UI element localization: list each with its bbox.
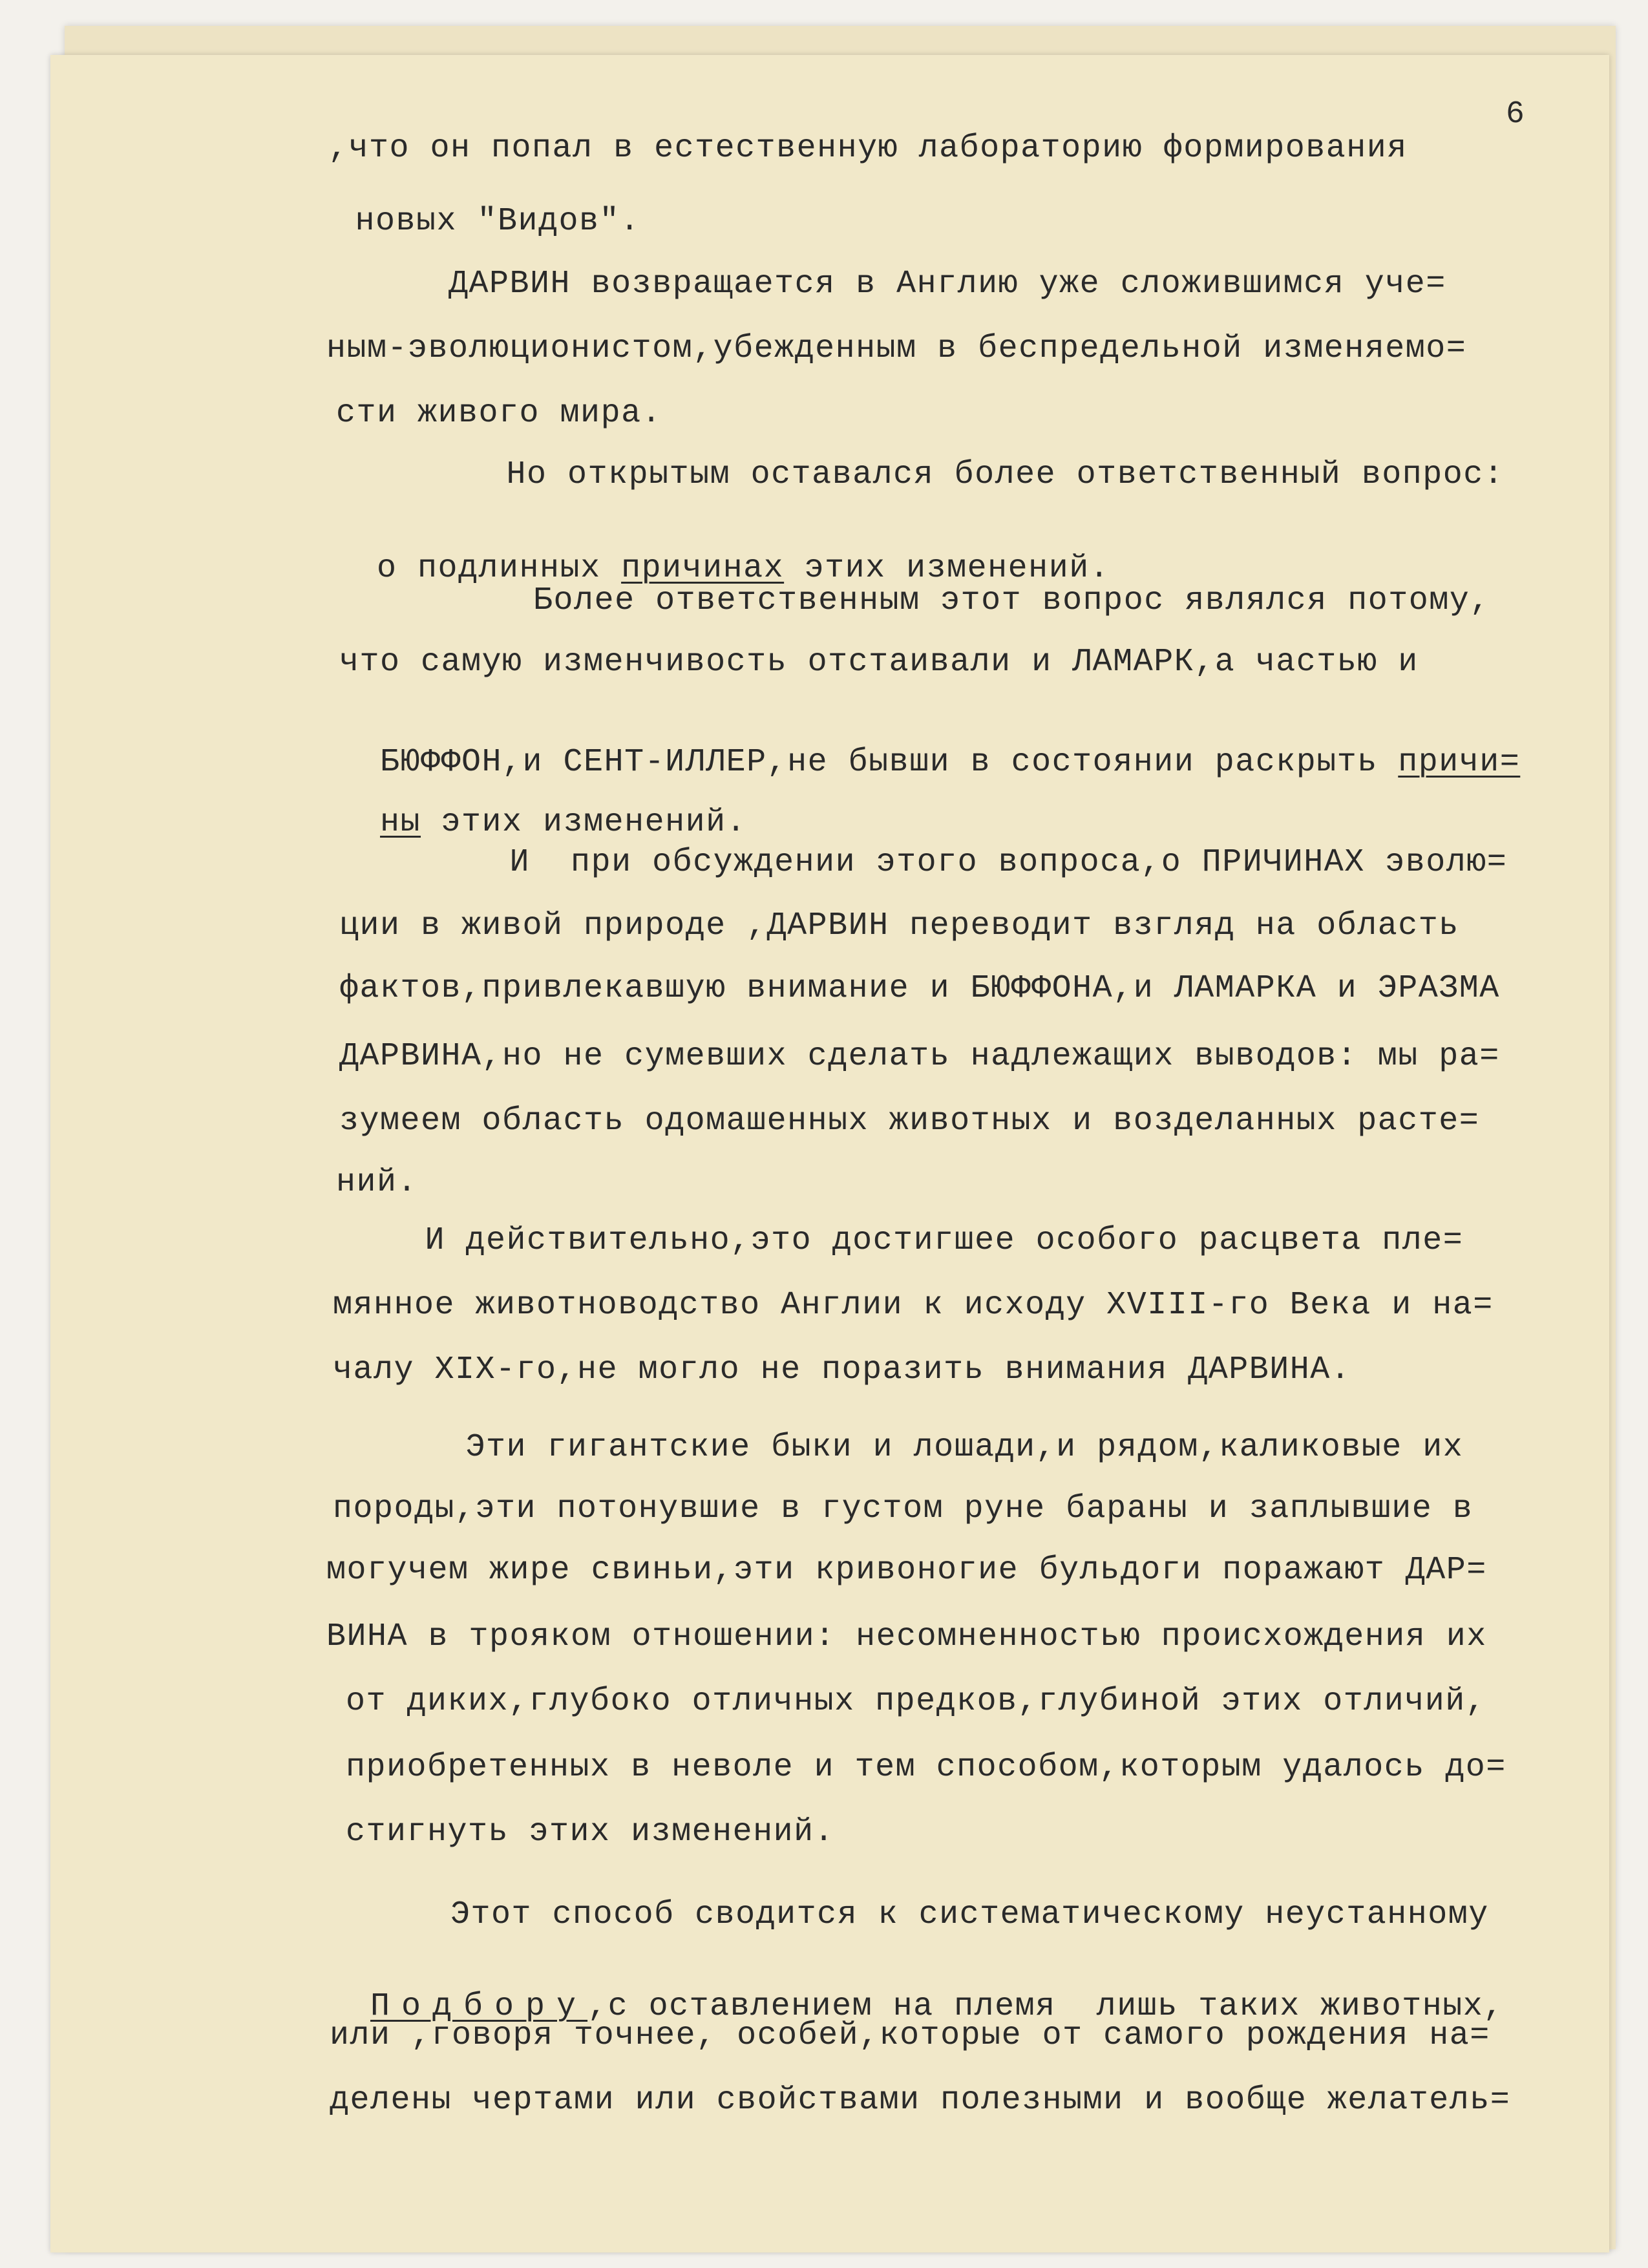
text-line: стигнуть этих изменений.: [346, 1814, 835, 1850]
text-line: ным-эволюционистом,убежденным в беспредельной изменяемо=: [326, 330, 1467, 367]
text-line: могучем жире свиньи,эти кривоногие бульдоги поражают ДАР=: [326, 1552, 1487, 1589]
text-line: от диких,глубоко отличных предков,глубиной этих отличий,: [346, 1683, 1486, 1720]
text-line: [336, 520, 1110, 585]
text-line: ,что он попал в естественную лабораторию формирования: [328, 130, 1408, 167]
text-line: [339, 714, 1520, 779]
underlined-word-prichinah: причинах: [621, 550, 785, 587]
text-line: И при обсуждении этого вопроса,о ПРИЧИНАХ эволю=: [326, 844, 1508, 881]
text-line: приобретенных в неволе и тем способом,которым удалось до=: [346, 1749, 1506, 1786]
text-line: ДАРВИН возвращается в Англию уже сложившимся уче=: [326, 266, 1446, 302]
text-line: делены чертами или свойствами полезными и вообще желатель=: [330, 2082, 1511, 2119]
text-line: что самую изменчивость отстаивали и ЛАМАРК,а частью и: [339, 644, 1419, 681]
text-line: фактов,привлекавшую внимание и БЮФФОНА,и ЛАМАРКА и ЭРАЗМА: [339, 970, 1500, 1007]
text-line: Но открытым оставался более ответственный вопрос:: [323, 456, 1505, 493]
text-segment: БЮФФОН,и СЕНТ-ИЛЛЕР,не бывши в состоянии раскрыть: [380, 744, 1399, 781]
text-line: ДАРВИНА,но не сумевших сделать надлежащих выводов: мы ра=: [339, 1038, 1500, 1075]
text-line: ний.: [336, 1164, 418, 1201]
underlined-word-prichiny: причи=: [1398, 744, 1521, 781]
text-line: И действительно,это достигшее особого расцвета пле=: [323, 1222, 1464, 1259]
text-line: новых "Видов".: [335, 203, 640, 240]
text-segment: этих изменений.: [784, 550, 1110, 587]
underlined-word-ny: ны: [380, 804, 421, 841]
text-line: Эти гигантские быки и лошади,и рядом,каликовые их: [323, 1429, 1464, 1466]
text-line: [330, 1958, 1504, 2023]
text-line: [339, 774, 746, 839]
text-line: породы,эти потонувшие в густом руне бараны и заплывшие в: [333, 1490, 1474, 1527]
text-line: Этот способ сводится к систематическому неустанному: [328, 1896, 1489, 1933]
text-segment: ,с оставлением на племя лишь таких животных,: [587, 1988, 1504, 2025]
page-number: 6: [1506, 97, 1525, 132]
text-line: зумеем область одомашенных животных и возделанных расте=: [339, 1103, 1480, 1139]
text-line: мянное животноводство Англии к исходу XVIII-го Века и на=: [333, 1287, 1494, 1324]
text-line: ВИНА в трояком отношении: несомненностью происхождения их: [326, 1618, 1487, 1655]
text-segment: о подлинных: [377, 550, 622, 587]
underlined-word-podboru: Подбору: [370, 1988, 588, 2025]
text-line: ции в живой природе ,ДАРВИН переводит взгляд на область: [339, 907, 1459, 944]
text-line: или ,говоря точнее, особей,которые от самого рождения на=: [330, 2017, 1490, 2054]
text-segment: этих изменений.: [421, 804, 747, 841]
text-line: чалу XIX-го,не могло не поразить внимания ДАРВИНА.: [333, 1351, 1351, 1388]
text-line: Более ответственным этот вопрос являлся потому,: [330, 582, 1490, 619]
text-line: сти живого мира.: [336, 395, 662, 432]
